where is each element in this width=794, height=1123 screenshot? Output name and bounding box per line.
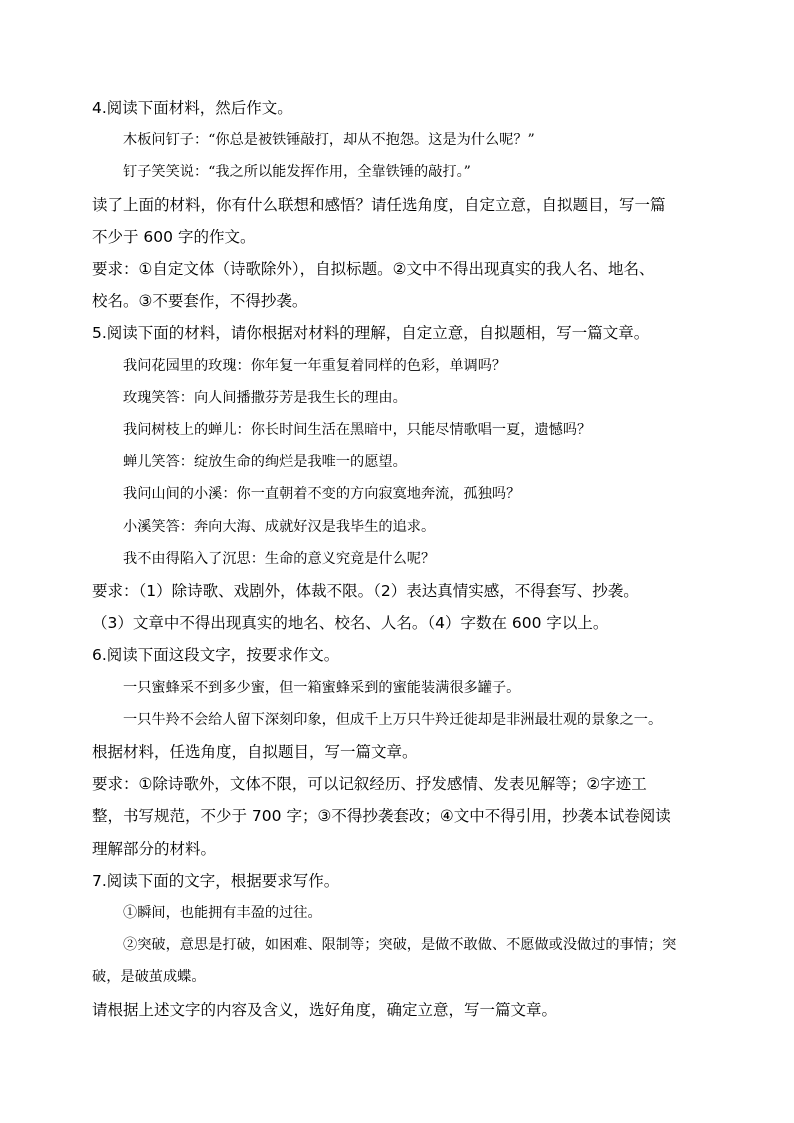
- question-6-prompt-line: 根据材料，任选角度，自拟题目，写一篇文章。: [92, 743, 418, 762]
- question-4: [92, 92, 704, 317]
- document-body: [92, 92, 704, 1026]
- question-7-material-line: ①瞬间，也能拥有丰盈的过往。: [123, 905, 322, 922]
- question-6-requirement-line: 整，书写规范，不少于 700 字；③不得抄袭套改；④文中不得引用，抄袭本试卷阅读: [92, 807, 671, 826]
- question-7-material-paragraph: ②突破，意思是打破，如困难、限制等；突破，是做不敢做、不愿做或没做过的事情；突破，是破茧成蝶。: [92, 937, 677, 986]
- question-4-prompt-line: 读了上面的材料，你有什么联想和感悟？请任选角度，自定立意，自拟题目，写一篇: [92, 195, 666, 214]
- question-5-material-line: 我问山间的小溪：你一直朝着不变的方向寂寞地奔流，孤独吗？: [123, 486, 521, 503]
- question-4-prompt-line: 不少于 600 字的作文。: [92, 227, 256, 246]
- question-4-material-line: 木板问钉子：“你总是被铁锤敲打，却从不抱怨。这是为什么呢？”: [123, 132, 535, 149]
- question-6: [92, 639, 704, 864]
- question-5-material-line: 玫瑰笑答：向人间播撒芬芳是我生长的理由。: [123, 389, 407, 406]
- question-7-title: 7.阅读下面的文字，根据要求写作。: [92, 871, 340, 890]
- question-5: [92, 317, 704, 639]
- question-5-material-line: 我问树枝上的蝉儿：你长时间生活在黑暗中，只能尽情歌唱一夏，遗憾吗？: [123, 422, 592, 439]
- question-5-material-line: 蝉儿笑答：绽放生命的绚烂是我唯一的愿望。: [123, 454, 407, 471]
- question-6-requirement-line: 要求：①除诗歌外，文体不限，可以记叙经历、抒发感情、发表见解等；②字迹工: [92, 775, 647, 794]
- question-4-material-line: 钉子笑笑说：“我之所以能发挥作用，全靠铁锤的敲打。”: [123, 164, 471, 181]
- question-5-requirement-line: （3）文章中不得出现真实的地名、校名、人名。（4）字数在 600 字以上。: [92, 614, 609, 633]
- question-7: [92, 865, 704, 1026]
- question-6-material-paragraph: 一只牛羚不会给人留下深刻印象，但成千上万只牛羚迁徙却是非洲最壮观的景象之一。: [123, 711, 663, 728]
- question-5-requirement-line: 要求：（1）除诗歌、戏剧外，体裁不限。（2）表达真情实感，不得套写、抄袭。: [92, 582, 639, 601]
- question-4-requirement-line: 要求：①自定文体（诗歌除外），自拟标题。②文中不得出现真实的我人名、地名、: [92, 260, 655, 279]
- question-7-prompt-line: 请根据上述文字的内容及含义，选好角度，确定立意，写一篇文章。: [92, 1000, 558, 1019]
- question-5-title: 5.阅读下面的材料，请你根据对材料的理解，自定立意，自拟题相，写一篇文章。: [92, 324, 650, 343]
- question-5-material-line: 我问花园里的玫瑰：你年复一年重复着同样的色彩，单调吗？: [123, 357, 507, 374]
- question-5-material-line: 我不由得陷入了沉思：生命的意义究竟是什么呢？: [123, 550, 436, 567]
- question-4-requirement-line: 校名。③不要套作，不得抄袭。: [92, 292, 308, 311]
- question-6-material-line: 一只蜜蜂采不到多少蜜，但一箱蜜蜂采到的蜜能装满很多罐子。: [123, 679, 521, 696]
- question-6-title: 6.阅读下面这段文字，按要求作文。: [92, 646, 340, 665]
- question-6-requirement-line: 理解部分的材料。: [92, 839, 217, 858]
- question-4-title: 4.阅读下面材料，然后作文。: [92, 99, 293, 117]
- question-5-material-line: 小溪笑答：奔向大海、成就好汉是我毕生的追求。: [123, 518, 436, 535]
